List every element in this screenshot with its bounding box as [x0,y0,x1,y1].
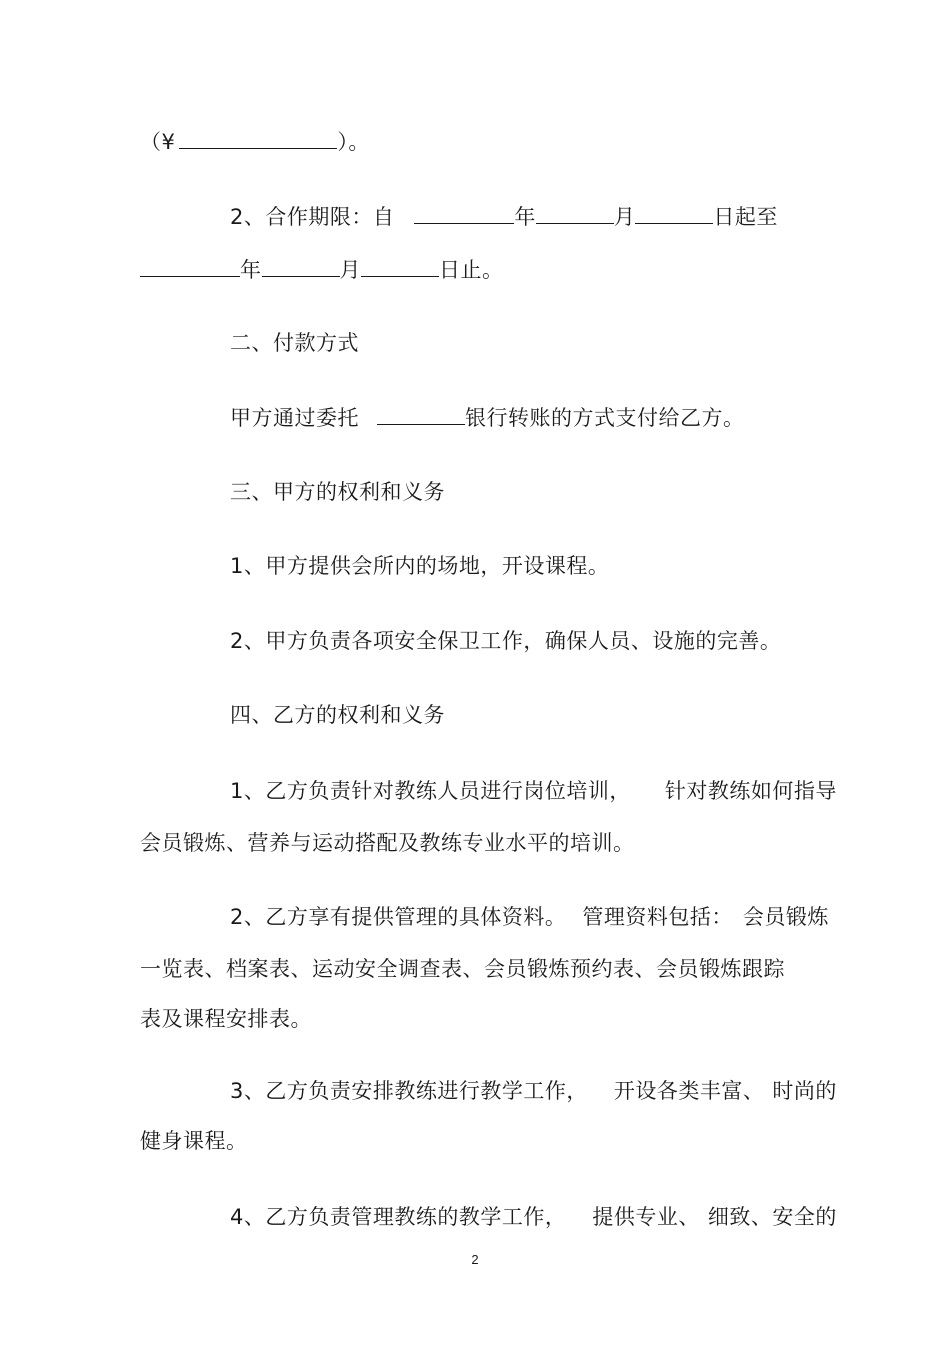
item-2-part-b: 管理资料包括： [582,905,733,929]
section-3-item-2: 2、甲方负责各项安全保卫工作，确保人员、设施的完善。 [230,629,782,653]
term-start-day-label: 日起至 [713,205,778,229]
section-4-item-3-line-1 [230,1078,837,1104]
term-line-start [230,203,778,230]
section-4-item-1-line-1 [230,778,837,804]
amount-open: （¥ [140,130,176,154]
end-day-blank [361,256,439,277]
item-1-part-b: 针对教练如何指导 [664,779,837,803]
section-3-item-1: 1、甲方提供会所内的场地，开设课程。 [230,554,610,578]
item-3-part-b: 开设各类丰富、 [613,1079,765,1103]
section-4-item-3-line-2: 健身课程。 [140,1129,248,1153]
start-month-blank [536,203,614,224]
term-year-label: 年 [514,205,536,229]
term-prefix: 2、合作期限：自 [230,205,395,229]
item-2-part-c: 会员锻炼 [742,905,829,929]
term-end-year-label: 年 [240,258,262,282]
payment-line [230,404,745,431]
section-4-item-4-line-1 [230,1204,837,1230]
item-1-part-a: 1、乙方负责针对教练人员进行岗位培训， [230,779,631,803]
section-4-heading: 四、乙方的权利和义务 [230,703,445,727]
page-number: 2 [471,1252,479,1267]
end-year-blank [140,256,240,277]
term-line-end [140,256,504,283]
amount-blank [179,128,337,149]
start-day-blank [635,203,713,224]
section-4-item-2-line-2: 一览表、档案表、运动安全调查表、会员锻炼预约表、会员锻炼跟踪 [140,957,785,981]
section-4-item-2-line-3: 表及课程安排表。 [140,1007,312,1031]
start-year-blank [414,203,514,224]
section-3-heading: 三、甲方的权利和义务 [230,480,445,504]
item-4-part-c: 细致、安全的 [707,1205,837,1229]
item-3-part-c: 时尚的 [772,1079,837,1103]
bank-name-blank [377,404,465,425]
end-month-blank [262,256,340,277]
term-end-day-label: 日止。 [439,258,504,282]
amount-close: ）。 [337,130,370,154]
term-end-month-label: 月 [339,258,361,282]
amount-line [140,128,370,155]
payment-text-before: 甲方通过委托 [230,406,359,430]
item-4-part-a: 4、乙方负责管理教练的教学工作， [230,1205,567,1229]
item-4-part-b: 提供专业、 [592,1205,700,1229]
section-4-item-1-line-2: 会员锻炼、营养与运动搭配及教练专业水平的培训。 [140,831,635,855]
payment-text-after: 银行转账的方式支付给乙方。 [465,406,745,430]
section-2-heading: 二、付款方式 [230,331,359,355]
section-4-item-2-line-1 [230,904,829,930]
item-2-part-a: 2、乙方享有提供管理的具体资料。 [230,905,567,929]
term-month-label: 月 [613,205,636,229]
item-3-part-a: 3、乙方负责安排教练进行教学工作， [230,1079,588,1103]
